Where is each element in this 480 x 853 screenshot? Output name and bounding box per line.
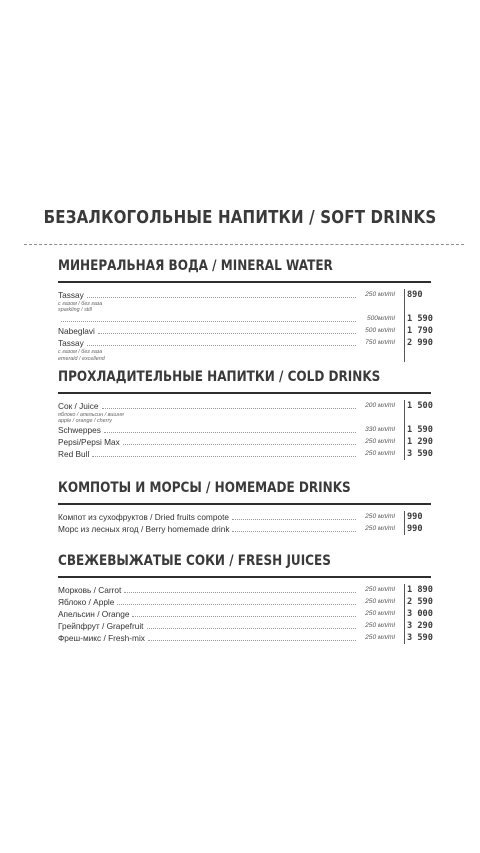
menu-item-line xyxy=(58,337,431,349)
menu-items xyxy=(58,584,431,644)
dot-leader xyxy=(117,604,356,605)
dot-leader xyxy=(102,408,356,409)
item-name: Tassay xyxy=(58,290,84,300)
item-name: Морковь / Carrot xyxy=(58,585,122,595)
section-cold-drinks xyxy=(58,367,431,460)
dot-leader xyxy=(104,432,356,433)
section-rule xyxy=(58,281,431,283)
section-heading: МИНЕРАЛЬНАЯ ВОДА / MINERAL WATER xyxy=(58,258,333,274)
menu-item-line xyxy=(58,596,431,608)
item-name: Компот из сухофруктов / Dried fruits compote xyxy=(58,512,229,522)
menu-item xyxy=(58,337,431,361)
section-fresh-juices xyxy=(58,551,431,644)
item-volume: 250 мл/ml xyxy=(365,291,395,298)
menu-item xyxy=(58,436,431,448)
menu-item-line xyxy=(58,313,431,325)
menu-item xyxy=(58,400,431,424)
section-heading: КОМПОТЫ И МОРСЫ / HOMEMADE DRINKS xyxy=(58,480,351,496)
dot-leader xyxy=(98,333,356,334)
item-name: Апельсин / Orange xyxy=(58,609,130,619)
item-volume: 330 мл/ml xyxy=(365,426,395,434)
item-volume: 200 мл/ml xyxy=(365,402,395,409)
dot-leader xyxy=(61,321,356,322)
item-name: Сок / Juice xyxy=(58,401,99,411)
menu-item-line xyxy=(58,400,431,412)
menu-item-line xyxy=(58,523,431,535)
item-description: apple / orange / cherry xyxy=(58,418,112,425)
menu-item-line xyxy=(58,325,431,337)
menu-item-line xyxy=(58,584,431,596)
dot-leader xyxy=(147,628,357,629)
item-price: 2 990 xyxy=(407,338,433,349)
dot-leader xyxy=(132,616,356,617)
dot-leader xyxy=(87,297,356,298)
menu-item xyxy=(58,325,431,337)
item-volume: 250 мл/ml xyxy=(365,525,395,532)
title-divider xyxy=(24,244,464,245)
item-price: 890 xyxy=(407,290,423,300)
menu-item xyxy=(58,448,431,460)
item-price: 3 000 xyxy=(407,609,433,619)
item-volume: 500 мл/ml xyxy=(365,327,395,335)
item-price: 990 xyxy=(407,512,423,522)
item-volume: 250 мл/ml xyxy=(365,450,395,458)
item-name: Schweppes xyxy=(58,425,101,436)
menu-item xyxy=(58,424,431,436)
item-volume: 250 мл/ml xyxy=(365,634,395,641)
item-price: 1 790 xyxy=(407,326,433,337)
item-name: Фреш-микс / Fresh-mix xyxy=(58,633,145,643)
item-description: с газом / без газа xyxy=(58,301,103,307)
item-name: Морс из лесных ягод / Berry homemade drink xyxy=(58,524,230,534)
dot-leader xyxy=(148,640,356,641)
item-name: Red Bull xyxy=(58,449,90,460)
item-volume: 250 мл/ml xyxy=(365,598,395,605)
menu-items xyxy=(58,511,431,535)
section-heading: СВЕЖЕВЫЖАТЫЕ СОКИ / FRESH JUICES xyxy=(58,553,331,569)
item-volume: 250 мл/ml xyxy=(365,513,395,520)
item-name: Грейпфрут / Grapefruit xyxy=(58,621,144,631)
menu-item xyxy=(58,584,431,596)
menu-item xyxy=(58,632,431,644)
item-price: 3 590 xyxy=(407,633,433,643)
item-volume: 250 мл/ml xyxy=(365,622,395,629)
menu-items xyxy=(58,400,431,460)
item-description: яблоко / апельсин / вишня xyxy=(58,412,124,418)
menu-item xyxy=(58,313,431,325)
item-price: 3 290 xyxy=(407,621,433,631)
menu-item-line xyxy=(58,424,431,436)
menu-item xyxy=(58,608,431,620)
menu-item-line xyxy=(58,632,431,644)
section-homemade-drinks xyxy=(58,478,431,535)
item-price: 3 590 xyxy=(407,449,433,460)
item-price: 2 590 xyxy=(407,597,433,607)
dot-leader xyxy=(92,456,356,457)
menu-item xyxy=(58,523,431,535)
menu-items xyxy=(58,289,431,362)
menu-item-line xyxy=(58,608,431,620)
menu-item-line xyxy=(58,448,431,460)
item-name: Tassay xyxy=(58,338,84,349)
item-price: 1 590 xyxy=(407,314,433,325)
item-price: 1 590 xyxy=(407,425,433,436)
menu-item-line xyxy=(58,620,431,632)
menu-item-line xyxy=(58,511,431,523)
item-name: Pepsi/Pepsi Max xyxy=(58,437,120,448)
item-price: 1 500 xyxy=(407,401,433,411)
item-volume: 500мл/ml xyxy=(366,315,395,323)
item-volume: 250 мл/ml xyxy=(365,438,395,446)
dot-leader xyxy=(124,592,356,593)
section-rule xyxy=(58,503,431,505)
page-title: БЕЗАЛКОГОЛЬНЫЕ НАПИТКИ / SOFT DRINKS xyxy=(43,208,437,228)
item-price: 990 xyxy=(407,524,423,534)
item-description: emerald / excellend xyxy=(58,355,105,362)
item-description: sparkling / still xyxy=(58,307,92,314)
menu-item-line xyxy=(58,289,431,301)
section-rule xyxy=(58,576,431,578)
dot-leader xyxy=(232,519,356,520)
item-volume: 250 мл/ml xyxy=(365,586,395,593)
dot-leader xyxy=(123,444,356,445)
dot-leader xyxy=(87,345,356,346)
item-price: 1 890 xyxy=(407,585,433,595)
item-volume: 750 мл/ml xyxy=(365,339,395,347)
item-price: 1 290 xyxy=(407,437,433,448)
item-name: Nabeglavi xyxy=(58,326,95,337)
item-description: с газом / без газа xyxy=(58,349,103,356)
item-volume: 250 мл/ml xyxy=(365,610,395,617)
item-name: Яблоко / Apple xyxy=(58,597,115,607)
menu-item xyxy=(58,620,431,632)
menu-item xyxy=(58,596,431,608)
dot-leader xyxy=(232,531,356,532)
menu-item xyxy=(58,511,431,523)
section-rule xyxy=(58,392,431,394)
menu-item-line xyxy=(58,436,431,448)
section-mineral-water xyxy=(58,256,431,362)
menu-item xyxy=(58,289,431,313)
section-heading: ПРОХЛАДИТЕЛЬНЫЕ НАПИТКИ / COLD DRINKS xyxy=(58,369,381,385)
